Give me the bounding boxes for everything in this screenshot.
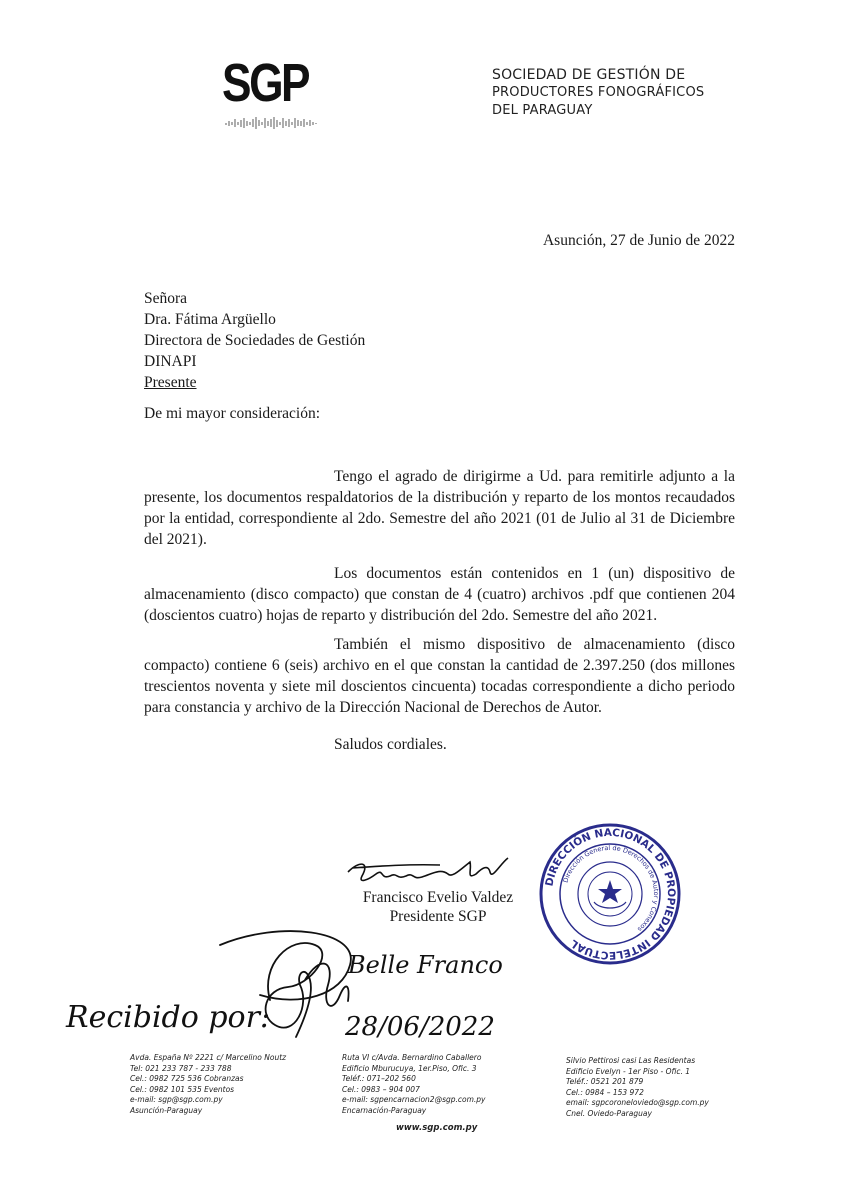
footer-line: Edificio Mburucuya, 1er.Piso, Ofic. 3 — [342, 1063, 477, 1073]
footer-line: Encarnación-Paraguay — [342, 1105, 427, 1115]
website-link[interactable]: www.sgp.com.py — [396, 1123, 478, 1133]
received-date-text: 28/06/2022 — [345, 1012, 495, 1042]
footer-line: Cel.: 0984 – 153 972 — [566, 1087, 644, 1097]
recipient-line: Directora de Sociedades de Gestión — [144, 332, 366, 349]
footer-line: Cel.: 0983 – 904 007 — [342, 1084, 420, 1094]
footer-line: Teléf.: 071–202 560 — [342, 1074, 416, 1083]
footer-line: Tel: 021 233 787 - 233 788 — [130, 1063, 232, 1073]
closing: Saludos cordiales. — [334, 736, 447, 753]
signer-title: Presidente SGP — [389, 908, 487, 925]
footer-line: Ruta VI c/Avda. Bernardino Caballero — [342, 1053, 482, 1062]
footer-line: Cel.: 0982 101 535 Eventos — [130, 1084, 235, 1094]
footer-encarnacion — [342, 1053, 486, 1116]
footer-line: Avda. España Nº 2221 c/ Marcelino Noutz — [130, 1053, 287, 1062]
footer-line: Cnel. Oviedo-Paraguay — [566, 1108, 652, 1118]
body-paragraph-1: Tengo el agrado de dirigirme a Ud. para remitirle adjunto a la presente, los documentos respaldatorios de la distribución y reparto de los montos recaudados por la entidad, correspondiente al 2do. Semestre del año 2021 (01 de Julio al 31 de Diciembre del 2021). — [144, 468, 735, 548]
body-paragraph-2: Los documentos están contenidos en 1 (un) dispositivo de almacenamiento (disco compacto) que constan de 4 (cuatro) archivos .pdf que contienen 204 (doscientos cuatro) hojas de reparto y distribución del 2do. Semestre del año 2021. — [144, 565, 735, 624]
footer-line: Edificio Evelyn - 1er Piso - Ofic. 1 — [566, 1066, 690, 1076]
org-line-2: PRODUCTORES FONOGRÁFICOS — [492, 85, 705, 100]
soundwave-icon — [224, 116, 320, 130]
footer-line: Cel.: 0982 725 536 Cobranzas — [130, 1074, 244, 1083]
footer-line: e-mail: sgpencarnacion2@sgp.com.py — [342, 1095, 486, 1104]
footer-line: Asunción-Paraguay — [130, 1105, 203, 1115]
footer-oviedo — [566, 1056, 709, 1119]
org-line-1: SOCIEDAD DE GESTIÓN DE — [492, 67, 686, 83]
footer-line: e-mail: sgp@sgp.com.py — [130, 1095, 223, 1104]
received-by-text: Recibido por: — [66, 1000, 271, 1035]
org-line-3: DEL PARAGUAY — [492, 103, 593, 118]
paraguay-seal-icon — [588, 872, 632, 916]
signer-name: Francisco Evelio Valdez — [362, 889, 514, 906]
recipient-line: Dra. Fátima Argüello — [144, 311, 276, 328]
letter-date: Asunción, 27 de Junio de 2022 — [542, 232, 735, 249]
stamp-outer-text: DIRECCIÓN NACIONAL DE PROPIEDAD INTELECTUAL — [543, 826, 678, 962]
footer-line: Teléf.: 0521 201 879 — [566, 1077, 644, 1086]
stamp-inner-text: Dirección General de Derechos de Autor y Conexos — [561, 843, 661, 934]
footer-asuncion — [130, 1053, 286, 1116]
sgp-logo — [222, 53, 322, 136]
presente-label: Presente — [144, 374, 197, 391]
organization-name — [492, 66, 704, 120]
body-paragraph-3: También el mismo dispositivo de almacenamiento (disco compacto) contiene 6 (seis) archivo en el que constan la cantidad de 2.397.250 (dos millones trescientos noventa y siete mil doscientos cincuenta) tocadas correspondiente a dicho periodo para constancia y archivo de la Dirección Nacional de Derechos de Autor. — [144, 636, 735, 716]
recipient-block — [144, 288, 365, 393]
receiver-name-text: Belle Franco — [348, 951, 503, 979]
footer-line: Silvio Pettirosi casi Las Residentas — [566, 1056, 696, 1065]
footer-line: email: sgpcoroneloviedo@sgp.com.py — [566, 1098, 709, 1107]
recipient-line: Señora — [144, 290, 188, 307]
greeting: De mi mayor consideración: — [144, 405, 321, 422]
signer-block — [356, 888, 520, 926]
recipient-line: DINAPI — [144, 353, 197, 370]
logo-text: SGP — [222, 53, 309, 113]
